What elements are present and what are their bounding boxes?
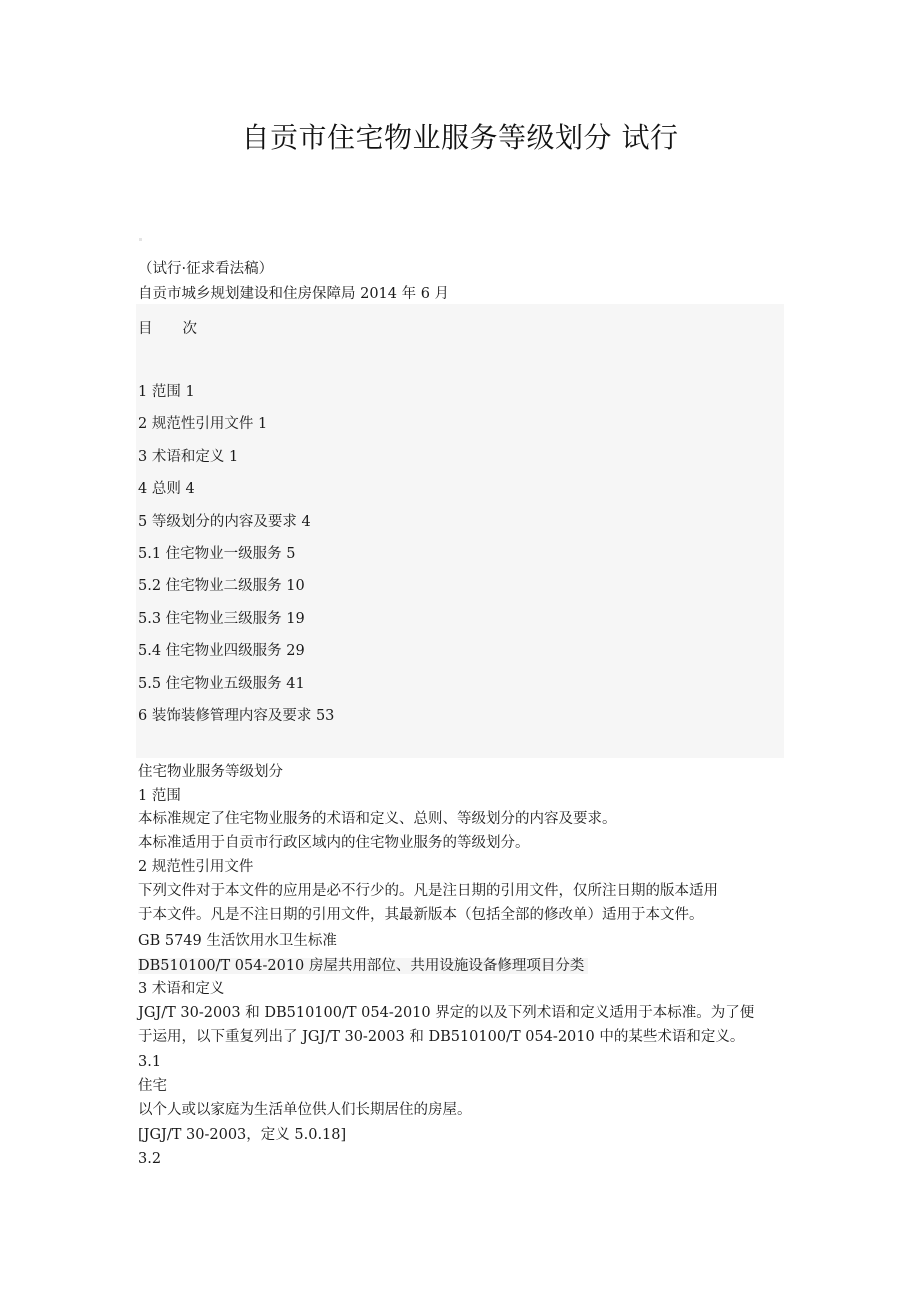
- body-subtitle: 住宅物业服务等级划分: [138, 764, 283, 780]
- term-source: [JGJ/T 30-2003，定义 5.0.18]: [138, 1127, 347, 1143]
- paragraph: JGJ/T 30-2003 和 DB510100/T 054-2010 界定的以及下列术语和定义适用于本标准。为了便: [138, 1005, 755, 1021]
- section-heading-scope: 1 范围: [138, 788, 181, 804]
- reference-item: GB 5749 生活饮用水卫生标准: [138, 933, 337, 949]
- toc-heading-left: 目: [138, 321, 153, 337]
- toc-item[interactable]: 5.1 住宅物业一级服务 5: [138, 546, 296, 562]
- paragraph: 于本文件。凡是不注日期的引用文件，其最新版本（包括全部的修改单）适用于本文件。: [138, 907, 704, 923]
- section-heading-references: 2 规范性引用文件: [138, 859, 254, 875]
- toc-item[interactable]: 5.4 住宅物业四级服务 29: [138, 643, 305, 659]
- reference-item: [138, 955, 588, 977]
- issuer-line: 自贡市城乡规划建设和住房保障局 2014 年 6 月: [138, 286, 450, 302]
- dot-marker: [139, 238, 142, 241]
- toc-item[interactable]: 5.5 住宅物业五级服务 41: [138, 676, 305, 692]
- term-number: 3.2: [138, 1151, 162, 1167]
- term-name: 住宅: [138, 1078, 167, 1094]
- toc-item[interactable]: 1 范围 1: [138, 384, 195, 400]
- toc-item[interactable]: 3 术语和定义 1: [138, 449, 239, 465]
- paragraph: 于运用，以下重复列出了 JGJ/T 30-2003 和 DB510100/T 054-2010 中的某些术语和定义。: [138, 1029, 745, 1045]
- term-definition: 以个人或以家庭为生活单位供人们长期居住的房屋。: [138, 1102, 472, 1118]
- reference-item-text: DB510100/T 054-2010 房屋共用部位、共用设施设备修理项目分类: [138, 958, 588, 974]
- draft-note: （试行·征求看法稿）: [138, 261, 274, 277]
- paragraph: 本标准规定了住宅物业服务的术语和定义、总则、等级划分的内容及要求。: [138, 811, 617, 827]
- toc-item[interactable]: 4 总则 4: [138, 481, 195, 497]
- toc-item[interactable]: 5.3 住宅物业三级服务 19: [138, 611, 305, 627]
- paragraph: 本标准适用于自贡市行政区域内的住宅物业服务的等级划分。: [138, 835, 530, 851]
- term-number: 3.1: [138, 1054, 162, 1070]
- page-title: 自贡市住宅物业服务等级划分 试行: [241, 121, 679, 154]
- toc-heading: [138, 318, 197, 340]
- section-heading-terms: 3 术语和定义: [138, 981, 225, 997]
- toc-item[interactable]: 5.2 住宅物业二级服务 10: [138, 578, 305, 594]
- paragraph: 下列文件对于本文件的应用是必不行少的。凡是注日期的引用文件，仅所注日期的版本适用: [138, 883, 718, 899]
- toc-heading-right: 次: [182, 321, 197, 337]
- toc-item[interactable]: 6 装饰装修管理内容及要求 53: [138, 708, 335, 724]
- toc-item[interactable]: 5 等级划分的内容及要求 4: [138, 514, 311, 530]
- toc-item[interactable]: 2 规范性引用文件 1: [138, 416, 268, 432]
